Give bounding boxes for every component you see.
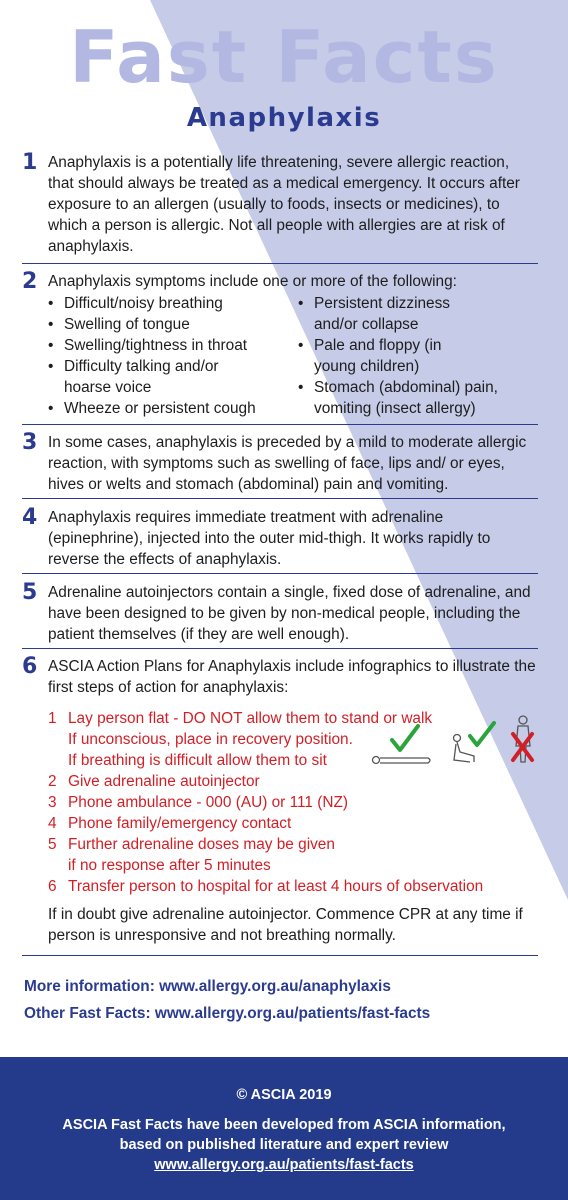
list-item: • Wheeze or persistent cough — [48, 398, 298, 419]
divider — [22, 573, 538, 574]
action-step — [48, 813, 538, 834]
section-number: 4 — [22, 505, 38, 530]
step-line: Transfer person to hospital for at least 4 hours of observation — [68, 878, 484, 895]
other-fast-facts-link[interactable]: Other Fast Facts: www.allergy.org.au/patients/fast-facts — [24, 1005, 431, 1022]
step-line: Phone family/emergency contact — [68, 815, 292, 832]
standing-cross-icon — [513, 716, 532, 762]
divider — [22, 648, 538, 649]
footer — [0, 1057, 568, 1200]
section-number: 6 — [22, 654, 38, 679]
page-subtitle: Anaphylaxis — [186, 103, 382, 133]
section-text: Anaphylaxis symptoms include one or more of the following: — [48, 273, 457, 290]
copyright: © ASCIA 2019 — [236, 1087, 332, 1103]
step-line: Further adrenaline doses may be given — [68, 836, 335, 853]
footer-line-2: based on published literature and expert review — [119, 1137, 449, 1153]
section-5 — [22, 582, 538, 646]
page-title: Fast Facts — [69, 15, 499, 99]
list-item: • Stomach (abdominal) pain, vomiting (insect allergy) — [298, 377, 516, 419]
divider — [22, 424, 538, 425]
action-step — [48, 771, 538, 792]
symptoms-list-left — [48, 293, 298, 419]
section-number: 5 — [22, 580, 38, 605]
step-number: 2 — [48, 773, 57, 790]
sitting-check-icon — [454, 723, 495, 762]
step-number: 6 — [48, 878, 57, 895]
section-note: If in doubt give adrenaline autoinjector. Commence CPR at any time if person is unresponsive and not breathing normally. — [48, 906, 523, 944]
divider — [22, 955, 538, 956]
section-1 — [22, 152, 538, 262]
step-number: 4 — [48, 815, 57, 832]
section-text: ASCIA Action Plans for Anaphylaxis include infographics to illustrate the first steps of action for anaphylaxis: — [48, 658, 536, 696]
footer-line-1: ASCIA Fast Facts have been developed from ASCIA information, — [62, 1117, 506, 1133]
list-item: • Swelling/tightness in throat — [48, 335, 298, 356]
section-text: Anaphylaxis requires immediate treatment with adrenaline (epinephrine), injected into the outer mid-thigh. It works rapidly to reverse the effects of anaphylaxis. — [48, 509, 491, 568]
list-item: • Pale and floppy (in young children) — [298, 335, 484, 377]
step-line: Lay person flat - DO NOT allow them to stand or walk — [68, 710, 433, 727]
footer-url-link[interactable]: www.allergy.org.au/patients/fast-facts — [154, 1157, 414, 1173]
section-text: Anaphylaxis is a potentially life threatening, severe allergic reaction, that should always be treated as a medical emergency. It occurs after exposure to an allergen (usually to foods, insects or medicines), to which a person is allergic. Not all people with allergies are at risk of anaphylaxis. — [48, 154, 520, 255]
step-line: Phone ambulance - 000 (AU) or 111 (NZ) — [68, 794, 349, 811]
action-step — [48, 834, 538, 876]
more-info-link[interactable]: More information: www.allergy.org.au/anaphylaxis — [24, 978, 391, 995]
step-number: 1 — [48, 710, 57, 727]
section-text: Adrenaline autoinjectors contain a single, fixed dose of adrenaline, and have been designed to be given by non-medical people, including the patient themselves (if they are well enough). — [48, 584, 531, 643]
list-item: • Swelling of tongue — [48, 314, 298, 335]
step-line: if no response after 5 minutes — [68, 857, 271, 874]
section-2 — [22, 271, 538, 421]
symptoms-list-right — [298, 293, 516, 419]
section-4 — [22, 507, 538, 571]
action-step — [48, 792, 538, 813]
step-line: Give adrenaline autoinjector — [68, 773, 260, 790]
step-line: If unconscious, place in recovery position. — [68, 731, 353, 748]
action-icons — [370, 708, 538, 766]
action-step — [48, 876, 538, 897]
section-number: 1 — [22, 150, 38, 175]
list-item: • Persistent dizziness and/or collapse — [298, 293, 484, 335]
list-item: • Difficult/noisy breathing — [48, 293, 298, 314]
section-3 — [22, 432, 538, 496]
step-number: 3 — [48, 794, 57, 811]
step-line: If breathing is difficult allow them to sit — [68, 752, 327, 769]
step-number: 5 — [48, 836, 57, 853]
lying-flat-check-icon — [373, 726, 431, 764]
section-number: 3 — [22, 430, 38, 455]
section-6 — [22, 656, 538, 956]
divider — [22, 263, 538, 264]
section-text: In some cases, anaphylaxis is preceded by a mild to moderate allergic reaction, with symptoms such as swelling of face, lips and/ or eyes, hives or welts and stomach (abdominal) pain and vomiting. — [48, 434, 527, 493]
divider — [22, 498, 538, 499]
list-item: • Difficulty talking and/or hoarse voice — [48, 356, 254, 398]
section-number: 2 — [22, 269, 38, 294]
